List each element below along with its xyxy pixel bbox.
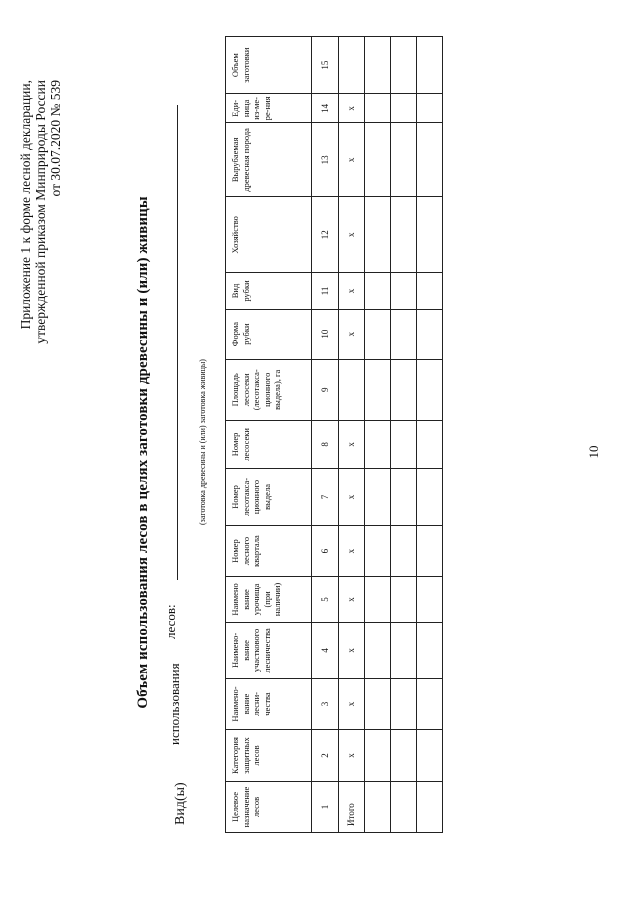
table-cell[interactable]: x	[339, 679, 365, 730]
table-cell[interactable]	[417, 577, 443, 623]
table-cell[interactable]	[391, 359, 417, 420]
column-number: 1	[312, 782, 339, 833]
table-cell[interactable]	[365, 309, 391, 359]
table-cell[interactable]	[417, 309, 443, 359]
table-row	[339, 37, 365, 833]
table-cell[interactable]	[417, 526, 443, 577]
table-cell[interactable]	[365, 37, 391, 94]
column-header: Площадь лесосеки (лесотакса-ционного выдела), га	[226, 359, 312, 420]
table-cell[interactable]	[417, 730, 443, 782]
column-number: 10	[312, 309, 339, 359]
table-cell[interactable]	[391, 622, 417, 678]
table-cell[interactable]	[365, 730, 391, 782]
column-number-row	[312, 37, 339, 833]
appendix-line: утвержденной приказом Минприроды России	[33, 80, 48, 344]
table-cell[interactable]	[365, 94, 391, 123]
column-header: Вырубаемая древесная порода	[226, 123, 312, 197]
table-cell[interactable]	[365, 420, 391, 468]
appendix-line: от 30.07.2020 № 539	[48, 80, 63, 197]
table-cell[interactable]	[417, 679, 443, 730]
table-cell[interactable]	[339, 359, 365, 420]
table-cell[interactable]	[417, 359, 443, 420]
column-number: 4	[312, 622, 339, 678]
column-header: Форма рубки	[226, 309, 312, 359]
table-cell[interactable]: x	[339, 468, 365, 525]
table-cell[interactable]	[417, 37, 443, 94]
usage-label: Вид(ы)	[173, 782, 188, 825]
column-header: Целевое назначение лесов	[226, 782, 312, 833]
document-title: Объем использования лесов в целях заготовки древесины и (или) живицы	[135, 196, 151, 709]
column-header: Хозяйство	[226, 197, 312, 273]
column-number: 7	[312, 468, 339, 525]
table-cell[interactable]: x	[339, 123, 365, 197]
column-number: 12	[312, 197, 339, 273]
table-cell[interactable]	[391, 197, 417, 273]
table-cell[interactable]	[391, 730, 417, 782]
column-header: Наимено-вание лесни-чества	[226, 679, 312, 730]
appendix-reference	[18, 80, 63, 344]
usage-label: лесов:	[163, 604, 178, 639]
column-number: 13	[312, 123, 339, 197]
header-row	[226, 37, 312, 833]
usage-type-field[interactable]	[177, 105, 178, 580]
table-cell[interactable]	[417, 197, 443, 273]
table-cell[interactable]	[391, 679, 417, 730]
appendix-line: Приложение 1 к форме лесной декларации,	[18, 80, 33, 330]
table-cell[interactable]	[391, 782, 417, 833]
table-cell[interactable]	[365, 273, 391, 309]
column-header: Номер лесосеки	[226, 420, 312, 468]
table-cell[interactable]	[391, 577, 417, 623]
table-cell[interactable]: x	[339, 273, 365, 309]
table-cell[interactable]	[365, 123, 391, 197]
table-cell[interactable]: x	[339, 730, 365, 782]
table-cell[interactable]	[417, 782, 443, 833]
table-cell[interactable]	[365, 197, 391, 273]
table-cell[interactable]: x	[339, 526, 365, 577]
table-row	[365, 37, 391, 833]
table-cell[interactable]	[365, 468, 391, 525]
column-header: Вид рубки	[226, 273, 312, 309]
table-cell[interactable]	[391, 123, 417, 197]
usage-label: использования	[167, 663, 182, 745]
column-number: 11	[312, 273, 339, 309]
table-cell[interactable]	[365, 622, 391, 678]
column-header: Объем заготовки	[226, 37, 312, 94]
table-cell[interactable]	[417, 420, 443, 468]
table-cell[interactable]	[365, 526, 391, 577]
table-cell[interactable]	[391, 37, 417, 94]
column-header: Номер лесного квартала	[226, 526, 312, 577]
table-cell[interactable]	[339, 37, 365, 94]
table-cell[interactable]	[391, 273, 417, 309]
column-number: 9	[312, 359, 339, 420]
usage-type-hint: (заготовка древесины и (или) заготовка живицы)	[198, 359, 207, 525]
table-cell[interactable]	[417, 622, 443, 678]
table-cell[interactable]: x	[339, 197, 365, 273]
table-cell[interactable]	[365, 359, 391, 420]
column-number: 2	[312, 730, 339, 782]
table-cell[interactable]	[365, 577, 391, 623]
column-number: 5	[312, 577, 339, 623]
table-cell[interactable]	[417, 273, 443, 309]
table-row	[391, 37, 417, 833]
column-header: Категория защитных лесов	[226, 730, 312, 782]
table-cell[interactable]: x	[339, 309, 365, 359]
table-cell[interactable]: x	[339, 94, 365, 123]
table-cell[interactable]	[365, 679, 391, 730]
table-cell[interactable]	[417, 94, 443, 123]
forest-use-table	[225, 36, 443, 833]
column-header: Наимено-вание участкового лесничества	[226, 622, 312, 678]
table-cell[interactable]	[391, 94, 417, 123]
column-number: 14	[312, 94, 339, 123]
column-header: Еди-ница из-ме-ре-ния	[226, 94, 312, 123]
table-row	[417, 37, 443, 833]
column-header: Номер лесотакса-ционного выдела	[226, 468, 312, 525]
table-cell[interactable]	[391, 468, 417, 525]
table-cell[interactable]	[391, 309, 417, 359]
column-number: 6	[312, 526, 339, 577]
column-number: 15	[312, 37, 339, 94]
usage-type-line	[163, 65, 193, 825]
table-cell[interactable]	[365, 782, 391, 833]
table-cell[interactable]: x	[339, 420, 365, 468]
table-cell[interactable]	[391, 526, 417, 577]
column-header: Наимено вание урочища (при наличии)	[226, 577, 312, 623]
column-number: 3	[312, 679, 339, 730]
page-number: 10	[586, 445, 601, 459]
column-number: 8	[312, 420, 339, 468]
table-cell[interactable]: Итого	[339, 782, 365, 833]
table-cell[interactable]	[417, 468, 443, 525]
table-cell[interactable]: x	[339, 577, 365, 623]
table-cell[interactable]	[391, 420, 417, 468]
table-cell[interactable]: x	[339, 622, 365, 678]
table-cell[interactable]	[417, 123, 443, 197]
